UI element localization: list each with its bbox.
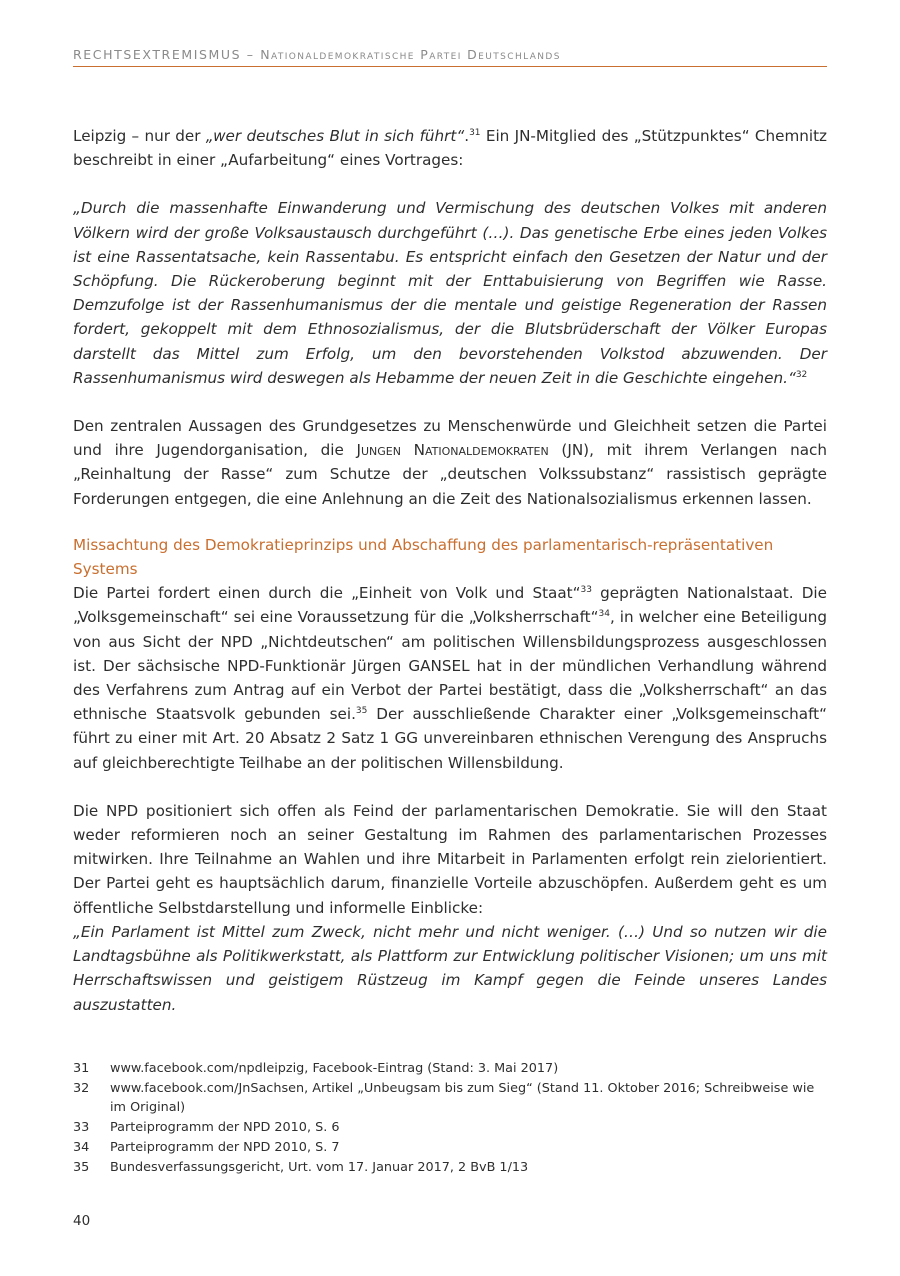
text-segment: geprägten Nationalstaat. Die „Volksgemeinschaft“ sei eine Voraussetzung für die „Volksherrschaft“ (73, 584, 827, 627)
text-segment: Der ausschließende Charakter einer „Volksgemeinschaft“ führt zu einer mit Art. 20 Absatz 2 Satz 1 GG unvereinbaren ethnischen Verengung des Anspruchs auf gleichberechtigte Teilhabe an der politischen Willensbildung. (73, 705, 828, 772)
footnote-item (73, 1139, 827, 1158)
section-heading: Missachtung des Demokratieprinzips und Abschaffung des parlamentarisch-repräsentativen Systems (73, 535, 774, 579)
footnote-item (73, 1119, 827, 1138)
footnote-text: www.facebook.com/npdleipzig, Facebook-Eintrag (Stand: 3. Mai 2017) (110, 1061, 559, 1076)
block-quote-parlament: „Ein Parlament ist Mittel zum Zweck, nicht mehr und nicht weniger. (…) Und so nutzen wir die Landtagsbühne als Politikwerkstatt, als Plattform zur Entwicklung politischer Visionen; um uns mit Herrschaftswissen und geistigem Rüstzeug im Kampf gegen die Feinde unseres Landes auszustatten. (73, 922, 827, 1014)
text-segment: (JN), mit ihrem Verlangen nach „Reinhaltung der Rasse“ zum Schutze der „deutschen Volkssubstanz“ rassistisch geprägte Forderungen entgegen, die eine Anlehnung an die Zeit des Nationalsozialismus erkennen lassen. (73, 441, 828, 508)
footnote-ref[interactable]: 31 (469, 128, 481, 138)
block-quote-jn (73, 196, 827, 390)
paragraph-grundgesetz (73, 414, 827, 511)
organization-name: Jungen Nationaldemokraten (356, 441, 549, 460)
main-text (73, 124, 827, 1017)
footnote-item (73, 1159, 827, 1178)
text-segment: , in welcher eine Beteiligung von aus Sicht der NPD „Nichtdeutschen“ am politischen Willensbildungsprozess ausgeschlossen ist. Der sächsische NPD-Funktionär Jürgen GANSEL hat in der mündlichen Verhandlung während des Verfahrens zum Antrag auf ein Verbot der Partei bestätigt, dass die „Volksherrschaft“ an das ethnische Staatsvolk gebunden sei. (73, 608, 827, 724)
paragraph-volksgemeinschaft (73, 581, 827, 775)
footnote-ref[interactable]: 32 (795, 369, 808, 380)
footnote-number: 32 (73, 1081, 90, 1097)
footnote-text: Parteiprogramm der NPD 2010, S. 6 (110, 1119, 340, 1135)
footnote-text: Parteiprogramm der NPD 2010, S. 7 (110, 1140, 340, 1156)
text-segment: Ein JN-Mitglied des „Stützpunktes“ Chemnitz beschreibt in einer „Aufarbeitung“ eines Vortrages: (73, 127, 828, 170)
footnote-number: 34 (73, 1140, 90, 1156)
footnote-ref[interactable]: 34 (598, 609, 610, 620)
footnote-number: 31 (73, 1061, 90, 1076)
quote-text: „Durch die massenhafte Einwanderung und Vermischung des deutschen Volkes mit anderen Völkern wird der große Volksaustausch durchgeführt (…). Das genetische Erbe eines jeden Volkes ist eine Rassentatsache, kein Rassentabu. Es entspricht einfach den Gesetzen der Natur und der Schöpfung. Die Rückeroberung beginnt mit der Enttabuisierung von Begriffen wie Rasse. Demzufolge ist der Rassenhumanismus der die mentale und geistige Regeneration der Rassen fordert, gekoppelt mit dem Ethnosozialismus, der die Blutsbrüderschaft der Völker Europas darstellt das Mittel zum Erfolg, um den bevorstehenden Volkstod abzuwenden. Der Rassenhumanismus wird deswegen als Hebamme der neuen Zeit in die Geschichte eingehen.“ (73, 199, 827, 387)
text-segment: Den zentralen Aussagen des Grundgesetzes zu Menschenwürde und Gleichheit setzen die Partei und ihre Jugendorganisation, die (73, 417, 827, 460)
header-subtitle: Nationaldemokratische Partei Deutschlands (260, 47, 561, 62)
footnote-item (73, 1080, 827, 1117)
inline-quote: „wer deutsches Blut in sich führt“ (205, 127, 465, 145)
running-header (73, 47, 827, 67)
header-separator: – (241, 47, 261, 62)
footnotes (73, 1060, 827, 1180)
footnote-text: www.facebook.com/JnSachsen, Artikel „Unbeugsam bis zum Sieg“ (Stand 11. Oktober 2016; Schreibweise wie im Original) (110, 1081, 815, 1115)
paragraph-intro (73, 124, 827, 172)
footnote-number: 35 (73, 1160, 90, 1176)
footnote-number: 33 (73, 1119, 90, 1135)
footnote-text: Bundesverfassungsgericht, Urt. vom 17. Januar 2017, 2 BvB 1/13 (110, 1160, 529, 1176)
footnote-ref[interactable]: 33 (580, 585, 592, 596)
page-number: 40 (73, 1213, 91, 1229)
header-title: RECHTSEXTREMISMUS (73, 47, 242, 62)
text-segment: Leipzig – nur der (73, 127, 206, 145)
footnote-item (73, 1060, 827, 1079)
footnote-ref[interactable]: 35 (355, 706, 368, 717)
paragraph-parlament: Die NPD positioniert sich offen als Feind der parlamentarischen Demokratie. Sie will den Staat weder reformieren noch an seiner Gestaltung im Rahmen des parlamentarischen Prozesses mitwirken. Ihre Teilnahme an Wahlen und ihre Mitarbeit in Parlamenten erfolgt rein zielorientiert. Der Partei geht es hauptsächlich darum, finanzielle Vorteile abzuschöpfen. Außerdem geht es um öffentliche Selbstdarstellung und informelle Einblicke: (73, 801, 827, 917)
text-segment: . (464, 127, 470, 145)
text-segment: Die Partei fordert einen durch die „Einheit von Volk und Staat“ (73, 584, 581, 603)
